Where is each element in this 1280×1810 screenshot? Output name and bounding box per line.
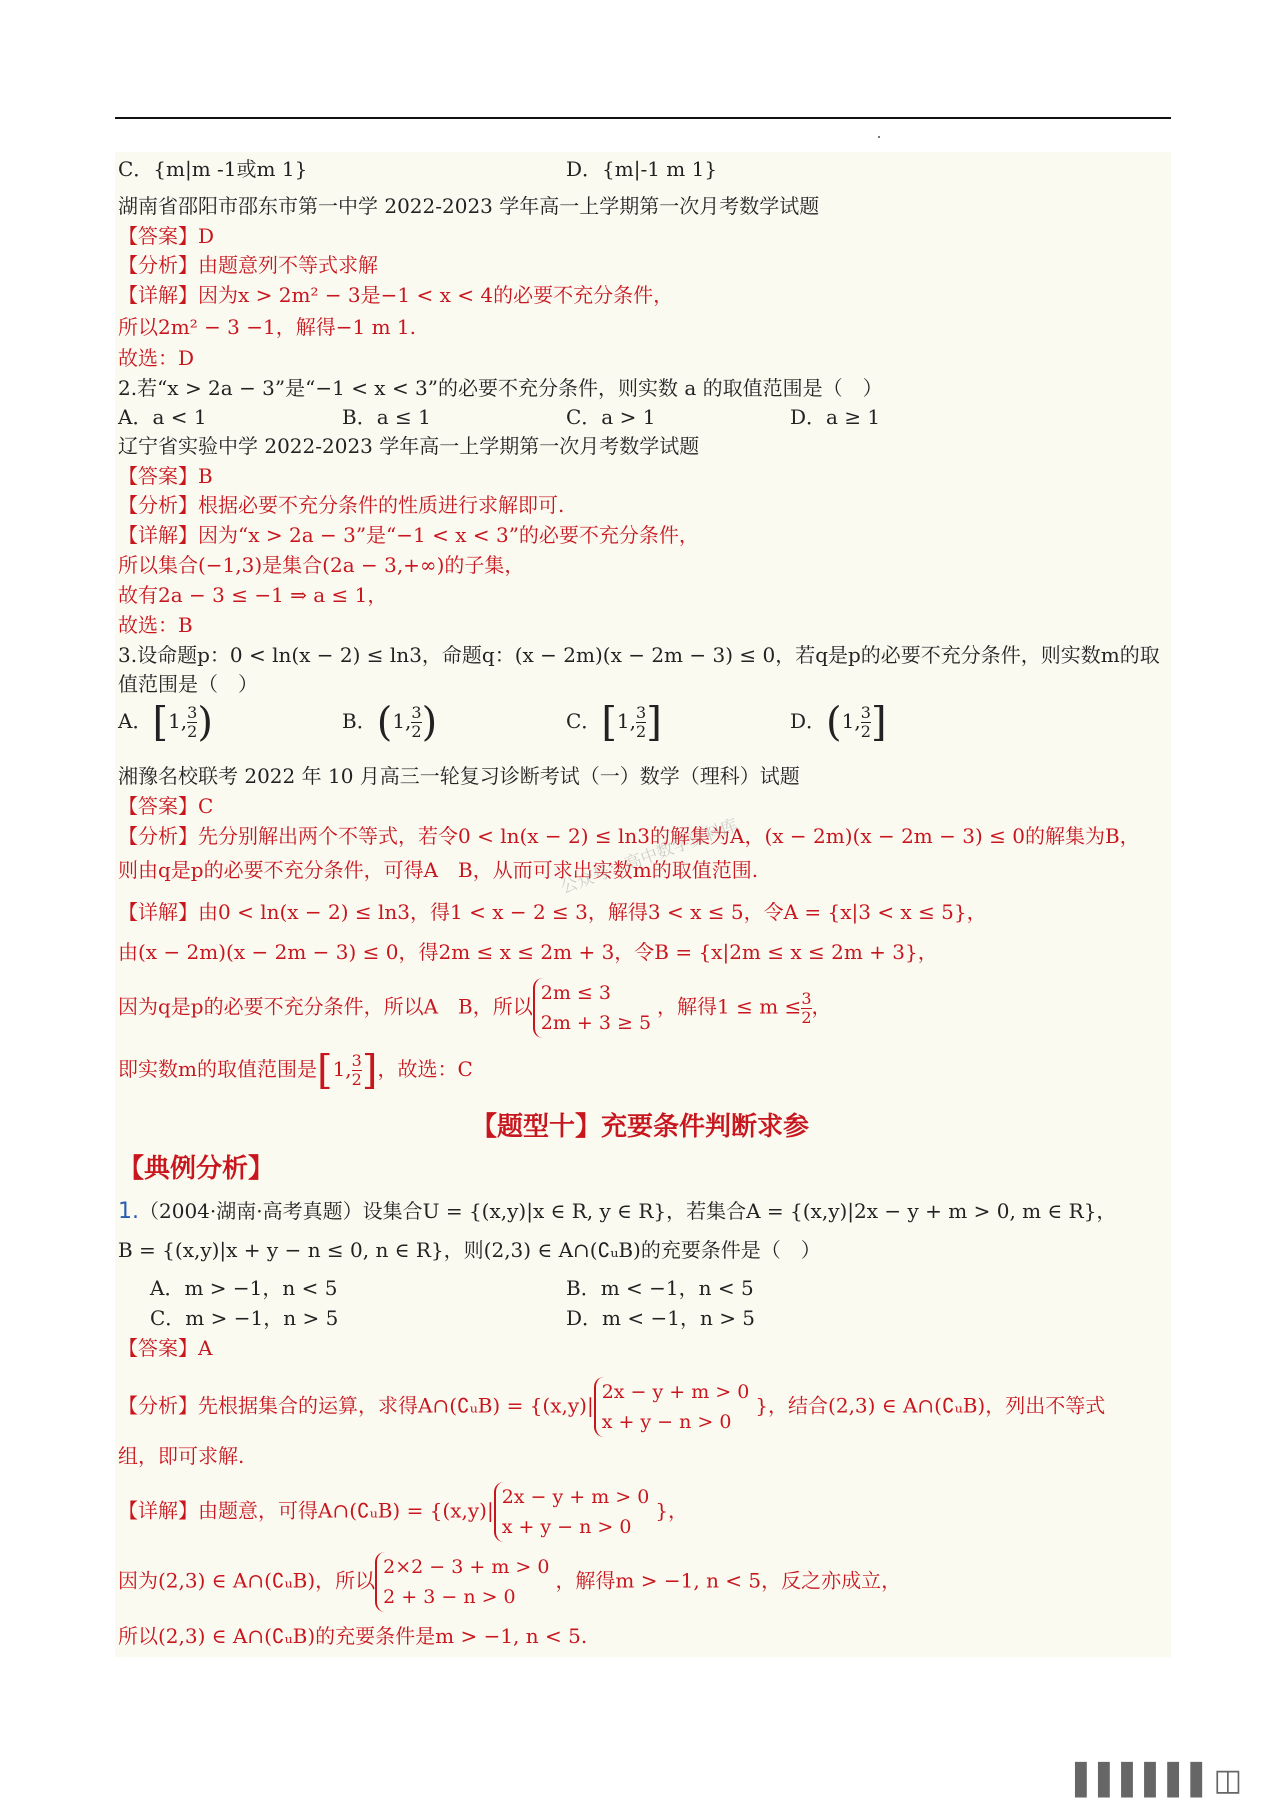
detail-text: 【详解】由题意，可得A∩(∁ᵤB) = {(x,y)|: [118, 1498, 494, 1523]
choose-line: 故选：D: [118, 346, 195, 370]
detail-text: 因为(2,3) ∈ A∩(∁ᵤB)，所以: [118, 1568, 376, 1593]
fraction: [801, 990, 811, 1027]
detail-line: [118, 1482, 688, 1542]
fraction: [411, 704, 421, 741]
inequality-system: [375, 1552, 555, 1612]
speck: [878, 136, 880, 138]
fraction-denominator: 2: [411, 722, 422, 741]
answer-line: 【答案】A: [118, 1336, 213, 1360]
fraction-numerator: 3: [351, 1051, 362, 1070]
fraction-numerator: 3: [801, 988, 812, 1008]
detail-text: ，解得1 ≤ m ≤: [657, 994, 802, 1019]
option-c: C．{m|m -1或m 1}: [118, 157, 308, 181]
option-b: B．m < −1，n < 5: [566, 1276, 754, 1300]
detail-text: ，解得m > −1, n < 5，反之亦成立，: [555, 1568, 902, 1593]
option-d: D．a ≥ 1: [790, 405, 881, 429]
final-line: [118, 1047, 473, 1094]
fraction-denominator: 2: [860, 722, 871, 741]
header-rule: [115, 117, 1171, 119]
detail-line: 【详解】由0 < ln(x − 2) ≤ ln3，得1 < x − 2 ≤ 3，解得3 < x ≤ 5，令A = {x|3 < x ≤ 5}，: [118, 900, 987, 924]
close-bracket: ]: [646, 699, 662, 746]
answer-line: 【答案】D: [118, 224, 215, 248]
question-stem: B = {(x,y)|x + y − n ≤ 0, n ∈ R}，则(2,3) ∈ A∩(∁ᵤB)的充要条件是（ ）: [118, 1238, 821, 1262]
inequality-system: [494, 1482, 656, 1542]
detail-line: [118, 978, 832, 1038]
fraction-numerator: 3: [411, 703, 422, 722]
detail-line: 由(x − 2m)(x − 2m − 3) ≤ 0，得2m ≤ x ≤ 2m + 3，令B = {x|2m ≤ x ≤ 2m + 3}，: [118, 940, 938, 964]
detail-line: [118, 1552, 901, 1612]
watermark: 公众号：高中数学资料库: [558, 815, 741, 899]
fraction-denominator: 2: [801, 1007, 812, 1027]
option-a: A．m > −1，n < 5: [150, 1276, 338, 1300]
open-bracket: [: [316, 1047, 333, 1094]
inequality-system: [533, 978, 657, 1038]
question-stem: [118, 1197, 1116, 1226]
final-text: ，故选：C: [377, 1057, 473, 1081]
system-row: 2x − y + m > 0: [601, 1381, 750, 1403]
analysis-line: [118, 1377, 1105, 1437]
option-b: [342, 699, 438, 746]
final-text: 即实数m的取值范围是: [118, 1057, 317, 1081]
option-c: [566, 699, 662, 746]
analysis-text: 【分析】先根据集合的运算，求得A∩(∁ᵤB) = {(x,y)|: [118, 1393, 594, 1418]
fraction: [861, 704, 871, 741]
option-label: B．: [342, 709, 377, 733]
detail-text: 因为q是p的必要不充分条件，所以A B，所以: [118, 994, 533, 1019]
answer-line: 【答案】B: [118, 464, 213, 488]
section-title: 【题型十】充要条件判断求参: [470, 1112, 809, 1142]
detail-text: ，: [811, 994, 832, 1019]
open-bracket: (: [826, 699, 842, 746]
fraction: [187, 704, 197, 741]
option-a: [118, 699, 213, 746]
option-d: D．m < −1，n > 5: [566, 1306, 756, 1330]
detail-line: 【详解】因为x > 2m² − 3是−1 < x < 4的必要不充分条件，: [118, 283, 674, 307]
answer-line: 【答案】C: [118, 794, 214, 818]
close-bracket: ]: [361, 1047, 378, 1094]
analysis-text: }，结合(2,3) ∈ A∩(∁ᵤB)，列出不等式: [755, 1393, 1106, 1418]
detail-line: 所以(2,3) ∈ A∩(∁ᵤB)的充要条件是m > −1, n < 5.: [118, 1624, 588, 1648]
interval-left: 1,: [332, 1057, 352, 1081]
option-b: B．a ≤ 1: [342, 405, 431, 429]
option-d: D．{m|-1 m 1}: [566, 157, 718, 181]
system-row: 2m ≤ 3: [540, 982, 611, 1004]
stem-text: （2004·湖南·高考真题）设集合U = {(x,y)|x ∈ R, y ∈ R}，若集合A = {(x,y)|2x − y + m > 0, m ∈ R}，: [139, 1199, 1117, 1223]
system-row: 2m + 3 ≥ 5: [540, 1012, 652, 1034]
question-stem: 3.设命题p：0 < ln(x − 2) ≤ ln3，命题q：(x − 2m)(x − 2m − 3) ≤ 0，若q是p的必要不充分条件，则实数m的取: [118, 643, 1160, 667]
fraction-denominator: 2: [636, 722, 647, 741]
source-line: 湖南省邵阳市邵东市第一中学 2022-2023 学年高一上学期第一次月考数学试题: [118, 194, 820, 218]
fraction: [352, 1052, 362, 1089]
inequality-system: [594, 1377, 756, 1437]
analysis-line: 【分析】根据必要不充分条件的性质进行求解即可.: [118, 493, 565, 517]
option-label: D．: [790, 709, 827, 733]
interval-left: 1,: [392, 709, 412, 733]
choose-line: 故选：B: [118, 613, 193, 637]
detail-text: }，: [655, 1498, 689, 1523]
fraction-numerator: 3: [187, 703, 198, 722]
option-c: C．a > 1: [566, 405, 656, 429]
detail-line: 【详解】因为“x > 2a − 3”是“−1 < x < 3”的必要不充分条件，: [118, 523, 699, 547]
interval-left: 1,: [616, 709, 637, 733]
system-row: 2x − y + m > 0: [501, 1486, 650, 1508]
question-stem: 2.若“x > 2a − 3”是“−1 < x < 3”的必要不充分条件，则实数 a 的取值范围是（ ）: [118, 376, 883, 400]
fraction-denominator: 2: [187, 722, 198, 741]
detail-line: 所以2m² − 3 −1，解得−1 m 1.: [118, 315, 416, 339]
analysis-line: 组，即可求解.: [118, 1444, 245, 1468]
analysis-line: 【分析】由题意列不等式求解: [118, 253, 378, 277]
fraction: [636, 704, 646, 741]
detail-line: 所以集合(−1,3)是集合(2a − 3,+∞)的子集，: [118, 553, 525, 577]
fraction-numerator: 3: [636, 703, 647, 722]
fraction-numerator: 3: [860, 703, 871, 722]
system-row: 2×2 − 3 + m > 0: [383, 1556, 550, 1578]
option-a: A．a < 1: [118, 405, 207, 429]
close-bracket: ]: [870, 699, 887, 746]
system-row: 2 + 3 − n > 0: [383, 1586, 516, 1608]
interval-left: 1,: [168, 709, 188, 733]
question-stem: 值范围是（ ）: [118, 672, 258, 696]
question-number: 1.: [118, 1199, 139, 1224]
open-bracket: [: [601, 699, 617, 746]
app-logo-icon: ▌▌▌▌▌▌◫: [1075, 1763, 1242, 1798]
option-c: C．m > −1，n > 5: [150, 1306, 339, 1330]
open-bracket: [: [152, 699, 169, 746]
close-bracket: ): [421, 699, 438, 746]
system-row: x + y − n > 0: [501, 1516, 632, 1538]
detail-line: 故有2a − 3 ≤ −1 ⇒ a ≤ 1，: [118, 583, 388, 607]
fraction-denominator: 2: [351, 1070, 362, 1089]
open-bracket: (: [376, 699, 393, 746]
option-label: A．: [118, 709, 153, 733]
section-subtitle: 【典例分析】: [118, 1154, 275, 1184]
source-line: 湘豫名校联考 2022 年 10 月高三一轮复习诊断考试（一）数学（理科）试题: [118, 764, 800, 788]
system-row: x + y − n > 0: [601, 1411, 732, 1433]
interval-left: 1,: [841, 709, 861, 733]
option-d: [790, 699, 887, 746]
analysis-line: 则由q是p的必要不充分条件，可得A B，从而可求出实数m的取值范围.: [118, 858, 759, 882]
close-bracket: ): [197, 699, 213, 746]
source-line: 辽宁省实验中学 2022-2023 学年高一上学期第一次月考数学试题: [118, 434, 700, 458]
option-label: C．: [566, 709, 602, 733]
analysis-line: 【分析】先分别解出两个不等式，若令0 < ln(x − 2) ≤ ln3的解集为A，(x − 2m)(x − 2m − 3) ≤ 0的解集为B，: [118, 824, 1140, 848]
